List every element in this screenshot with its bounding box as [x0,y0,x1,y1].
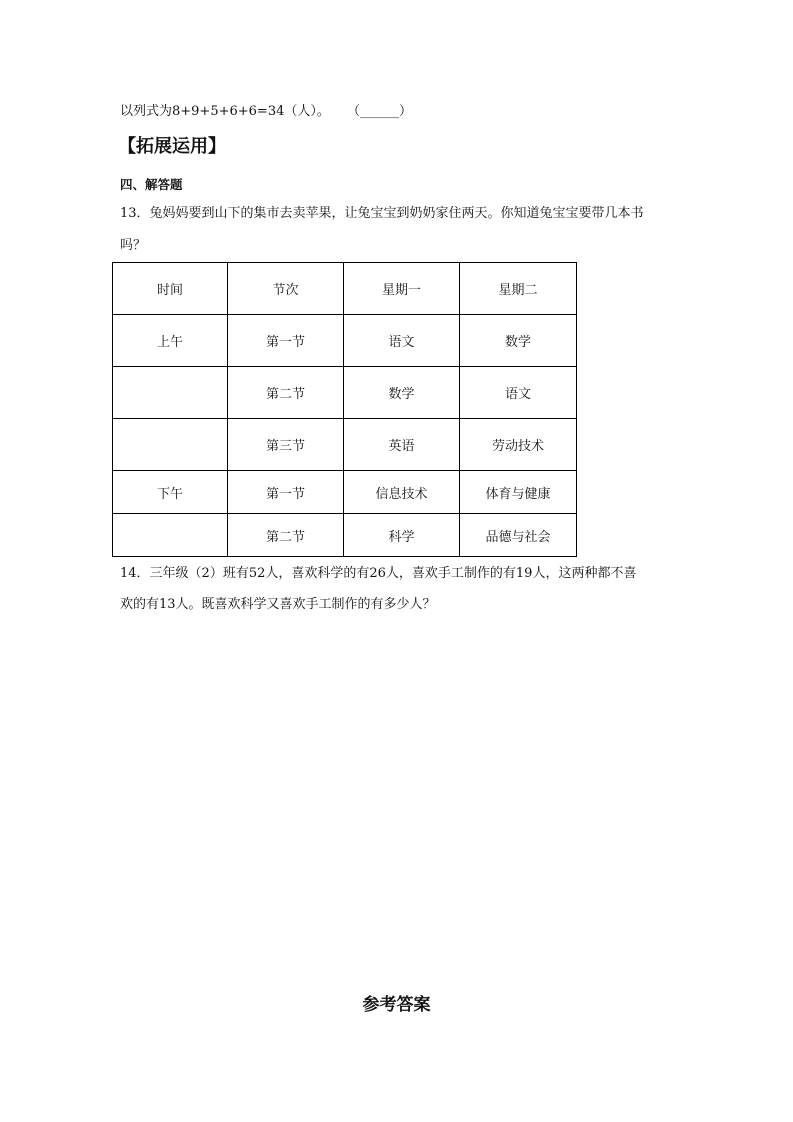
table-cell: 语文 [460,367,577,419]
table-cell: 体育与健康 [460,471,577,514]
table-row [113,471,577,514]
table-cell: 品德与社会 [460,514,577,557]
header-cell-time: 时间 [113,263,228,315]
table-cell: 数学 [344,367,460,419]
table-cell: 第一节 [228,471,344,514]
section-title: 【拓展运用】 [118,136,226,157]
table-cell: 语文 [344,315,460,367]
table-cell: 英语 [344,419,460,471]
header-cell-period: 节次 [228,263,344,315]
question-14-line-1: 14．三年级（2）班有52人，喜欢科学的有26人，喜欢手工制作的有19人，这两种都不喜 [120,566,637,581]
table-row [113,315,577,367]
table-cell: 第三节 [228,419,344,471]
answer-section-title: 参考答案 [362,995,431,1015]
table-row [113,514,577,557]
table-cell: 上午 [113,315,228,367]
class-schedule-table [112,262,577,557]
table-header-row [113,263,577,315]
table-cell: 劳动技术 [460,419,577,471]
question-13-line-2: 吗？ [120,238,147,253]
table-cell [113,514,228,557]
part-title: 四、解答题 [120,177,183,192]
previous-answer-expression: 以列式为8+9+5+6+6=34（人）。 [120,104,330,119]
header-cell-tuesday: 星期二 [460,263,577,315]
table-cell: 信息技术 [344,471,460,514]
table-cell [113,367,228,419]
table-row [113,419,577,471]
table-cell [113,419,228,471]
table-cell: 数学 [460,315,577,367]
table-cell: 科学 [344,514,460,557]
question-14-line-2: 欢的有13人。既喜欢科学又喜欢手工制作的有多少人？ [120,597,436,612]
table-cell: 第二节 [228,367,344,419]
table-row [113,367,577,419]
answer-blank: （______） [347,104,413,119]
table-cell: 第二节 [228,514,344,557]
question-13-line-1: 13．兔妈妈要到山下的集市去卖苹果，让兔宝宝到奶奶家住两天。你知道兔宝宝要带几本书 [120,206,644,221]
table-cell: 下午 [113,471,228,514]
header-cell-monday: 星期一 [344,263,460,315]
table-cell: 第一节 [228,315,344,367]
